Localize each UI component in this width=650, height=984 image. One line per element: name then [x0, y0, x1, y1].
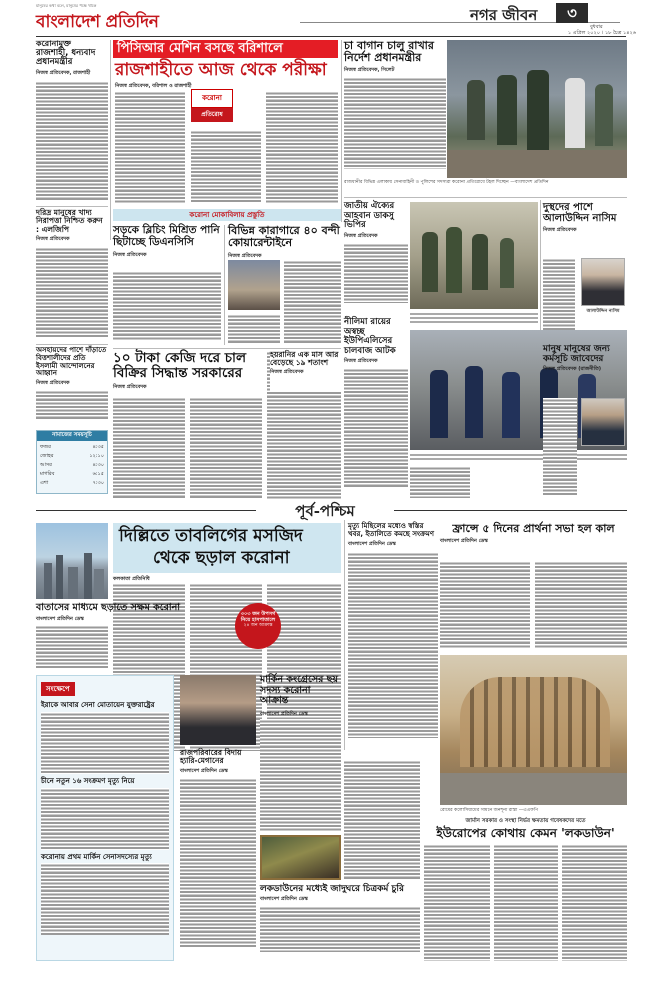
story-body: [36, 625, 108, 669]
story-harry-meghan: [180, 749, 256, 961]
story-headline-a: দিল্লিতে তাবলিগের মসজিদ: [119, 526, 303, 546]
story-body: [348, 552, 438, 738]
story-body: [344, 243, 408, 303]
photo-harry-meghan: [180, 675, 256, 745]
story-tea-garden: [344, 40, 446, 175]
masthead: [0, 0, 650, 37]
prayer-row: জোহর ১২:১০: [40, 453, 104, 459]
s6-body: [284, 260, 341, 344]
story-france-prayer: [440, 523, 627, 651]
photo-colosseum: [440, 655, 627, 805]
story-headline: রাজপরিবারের বিদায় হ্যারি-মেগানের: [180, 748, 242, 766]
story-lgp: [36, 209, 108, 343]
masthead-logo: বাংলাদেশ প্রতিদিন: [36, 12, 159, 32]
story-byline: কলকাতা প্রতিনিধি: [113, 576, 150, 582]
prayer-row: ফজর ৪:৩৫: [40, 444, 104, 450]
brief-item: চীনে নতুন ১৬ সংক্রমণ মৃত্যু নিয়ে: [37, 776, 173, 852]
photo-army-patrol: [447, 40, 627, 178]
story-headline: ফ্রান্সে ৫ দিনের প্রার্থনা সভা হল কাল: [452, 522, 615, 535]
story-body: [36, 390, 108, 420]
story-headline: লকডাউনের মধ্যেই জাদুঘরে চিত্রকর্ম চুরি: [260, 884, 404, 894]
story-byline: নিজস্ব প্রতিবেদক, সিলেট: [344, 66, 395, 73]
story-body: [543, 398, 577, 496]
story-islami-andolon: [36, 347, 108, 431]
weekday: বুধবার: [590, 24, 603, 30]
story-headline: সড়কে ব্লিচিং মিশ্রিত পানি ছিটাচ্ছে ডিএনসিসি: [113, 224, 220, 248]
story-body-col3: [562, 844, 627, 961]
story-headline: মানুষ মানুষের জন্য কর্মসূচি জাবেদের: [543, 344, 610, 365]
badge-bottom: প্রতিরোধ: [191, 108, 233, 122]
story-byline: বাংলাদেশ প্রতিদিন ডেস্ক: [36, 615, 84, 622]
story-headline: ইউরোপের কোথায় কেমন 'লকডাউন': [436, 826, 615, 840]
story-airborne: [36, 603, 341, 671]
story-painting-theft: [260, 884, 420, 961]
story-headline-b: থেকে ছড়াল করোনা: [153, 548, 290, 568]
story-byline: নিজস্ব প্রতিবেদক: [344, 232, 378, 239]
story-body: [344, 77, 446, 169]
prayer-times-box: [36, 430, 108, 494]
story-body: [113, 271, 221, 341]
prayer-times-title: নামাজের সময়সূচি: [37, 431, 107, 441]
story-byline: বাংলাদেশ প্রতিদিন ডেস্ক: [348, 540, 396, 547]
story-headline: নীলিমা রায়ের অস্বচ্ছ ইউপিএলিসের চালবাজ আটক: [344, 317, 396, 356]
brief-item: করোনায় প্রথম মার্কিন সেনাসদস্যের মৃত্যু: [37, 852, 173, 938]
story-byline: নিজস্ব প্রতিবেদক: [270, 368, 304, 375]
story-byline: নিজস্ব প্রতিবেদক, বরিশাল ও রাজশাহী: [115, 83, 192, 89]
photo-crowd: [228, 260, 280, 310]
brief-box: [36, 675, 174, 961]
story-headline: হয়রানির এক মাস আর বেড়েছে ১৯ শতাংশ: [270, 350, 339, 368]
s5-body-extra: [228, 314, 280, 344]
story-headline-a: পিসিআর মেশিন বসছে বরিশালে: [117, 41, 283, 56]
avatar-name: আলাউদ্দিন নাসিম: [586, 309, 620, 314]
story-headline: অসহায়দের পাশে দাঁড়াতে বিত্তশালীদের প্রতি ইসলামী আন্দোলনের আহ্বান: [36, 346, 107, 378]
avatar-portrait: [581, 258, 625, 306]
photo-caption-colosseum: রোমের কলোসিয়ামের সামনে জনশূন্য রাস্তা —এএফপি: [440, 808, 539, 813]
story-rajshahi-free: [36, 40, 108, 204]
story-headline: জাতীয় ঐক্যের আহবান ডাকসু ভিপির: [344, 201, 395, 231]
story-dakshu-vp: [344, 202, 408, 312]
story-body: [36, 81, 108, 201]
story-body-col2: [494, 844, 558, 961]
story-byline: নিজস্ব প্রতিবেদক: [344, 358, 378, 365]
section-name: নগর জীবন: [470, 6, 538, 24]
corona-badge: [191, 89, 233, 127]
story-kicker: জার্মান সরকার ও সংস্থা নির্ভর ক্ষমতায় গবেষকদের মতে: [465, 818, 586, 824]
masthead-bottom-rule: [36, 36, 626, 37]
masthead-tagline: মানুষের কথা বলে, মানুষের পক্ষে থাকে: [36, 3, 97, 8]
story-body-col2: [535, 561, 627, 649]
story-alauddin-nasim: [543, 202, 627, 342]
story-body-col1: [440, 561, 530, 649]
story-body-col1: [115, 91, 185, 203]
photo-caption-soldiers: [410, 311, 538, 325]
story-byline: বাংলাদেশ প্রতিদিন ডেস্ক: [180, 767, 228, 774]
photo-cityscape: [36, 523, 108, 599]
section2-rule-left: [36, 510, 256, 511]
story-body-col2: [191, 130, 261, 203]
photo-painting: [260, 835, 341, 880]
prayer-row: এশা ৭:৩০: [40, 480, 104, 486]
photo-soldiers-rail: [410, 202, 538, 309]
section-banner-corona: করোনা মোকাবিলায় প্রস্তুতি: [113, 209, 341, 221]
story-upsc-arrest: [344, 318, 408, 498]
story-byline: নিজস্ব প্রতিবেদক: [543, 227, 577, 234]
story-body: [543, 258, 575, 338]
story-body-col3: [266, 91, 338, 203]
story-italy: [348, 523, 438, 748]
story-byline: বাংলাদেশ প্রতিদিন ডেস্ক: [260, 711, 308, 717]
story-byline: নিজস্ব প্রতিবেদক: [113, 251, 147, 258]
story-headline: মার্কিন কংগ্রেসের ছয় সদস্য করোনা আক্রান্ত: [260, 674, 339, 707]
story-body-col2: [190, 397, 262, 499]
story-byline: নিজস্ব প্রতিবেদক: [113, 384, 147, 391]
story-body: [344, 368, 408, 488]
section2-rule-right: [394, 510, 627, 511]
story-headline: বাতাসের মাধ্যমে ছড়াতে সক্ষম করোনা: [36, 602, 181, 613]
story-byline: নিজস্ব প্রতিবেদক: [228, 252, 262, 259]
story-body-col1: [113, 397, 185, 499]
s15-body-extra: [344, 760, 420, 880]
story-byline: নিজস্ব প্রতিবেদক: [36, 236, 70, 243]
story-headline: মৃত্যু মিছিলের মধ্যেও স্বস্তির খবর, ইতালিতে কমছে সংক্রমণ: [348, 522, 434, 538]
story-headline: রাজশাহী, ধন্যবাদ প্রধানমন্ত্রীর: [36, 47, 96, 68]
page-number: ৩: [567, 4, 577, 22]
avatar-jabed: [581, 398, 625, 446]
story-dncc-bleach: [113, 225, 221, 345]
story-byline: নিজস্ব প্রতিবেদক, রাজশাহী: [36, 69, 91, 76]
stat-sub: ২৪ জন আক্রান্ত: [243, 623, 273, 628]
section2-title: পূর্ব-পশ্চিম: [295, 502, 355, 520]
brief-item: ইরাকে আবার সেনা মোতায়েন যুক্তরাষ্ট্রের: [37, 700, 173, 776]
page-number-badge: [556, 3, 588, 23]
story-byline: বাংলাদেশ প্রতিদিন ডেস্ক: [260, 896, 308, 903]
story-headline: দুস্থদের পাশে আলাউদ্দিন নাসিম: [543, 202, 617, 225]
prayer-row: আসর ৪:৩০: [40, 462, 104, 468]
prayer-times-table: [37, 441, 107, 490]
story-kicker: করোনামুক্ত: [36, 39, 71, 48]
badge-top: করোনা: [191, 89, 233, 108]
story-europe-lockdown: [424, 818, 627, 961]
story-jabed: [543, 344, 627, 500]
story-pcr-machine: [113, 40, 338, 206]
prayer-row: মাগরিব ৬:১৫: [40, 471, 104, 477]
story-headline: ১০ টাকা কেজি দরে চাল বিক্রির সিদ্ধান্ত সরকারের: [113, 350, 247, 382]
stat-text: ৩০৩ জন উপসর্গ নিয়ে হাসপাতালে: [240, 611, 276, 623]
story-byline: বাংলাদেশ প্রতিদিন ডেস্ক: [440, 538, 488, 545]
photo-caption: রাজধানীর বিভিন্ন এলাকায় সেনাবাহিনী ও পুলিশের সদস্যরা করোনা প্রতিরোধে টহল দিচ্ছেন —বাংলাদেশ প্রতিদিন: [344, 180, 549, 185]
story-headline: দরিদ্র মানুষের খাদ্য নিরাপত্তা নিশ্চিত করুন : এলজিপি: [36, 208, 103, 234]
issue-date: ১ এপ্রিল ২০২০ । ১৮ চৈত্র ১৪২৬: [567, 30, 636, 36]
story-body: [180, 778, 256, 948]
story-byline: নিজস্ব প্রতিবেদক: [36, 380, 70, 387]
story-headline: বিভিন্ন কারাগারে ৪০ বন্দী কোয়ারেন্টাইনে: [228, 224, 340, 250]
brief-title: সংক্ষেপে: [41, 682, 75, 696]
story-body: [260, 906, 420, 952]
s12-body-col2: [410, 466, 470, 498]
story-body-col1: [424, 844, 490, 961]
story-byline: নিজস্ব প্রতিবেদক (রাজনীতি): [543, 366, 602, 373]
story-harassment: [270, 351, 341, 391]
story-headline: চা বাগান চালু রাখার নির্দেশ প্রধানমন্ত্রীর: [344, 39, 434, 65]
story-headline-b: রাজশাহীতে আজ থেকে পরীক্ষা: [115, 60, 327, 80]
story-body: [36, 247, 108, 337]
